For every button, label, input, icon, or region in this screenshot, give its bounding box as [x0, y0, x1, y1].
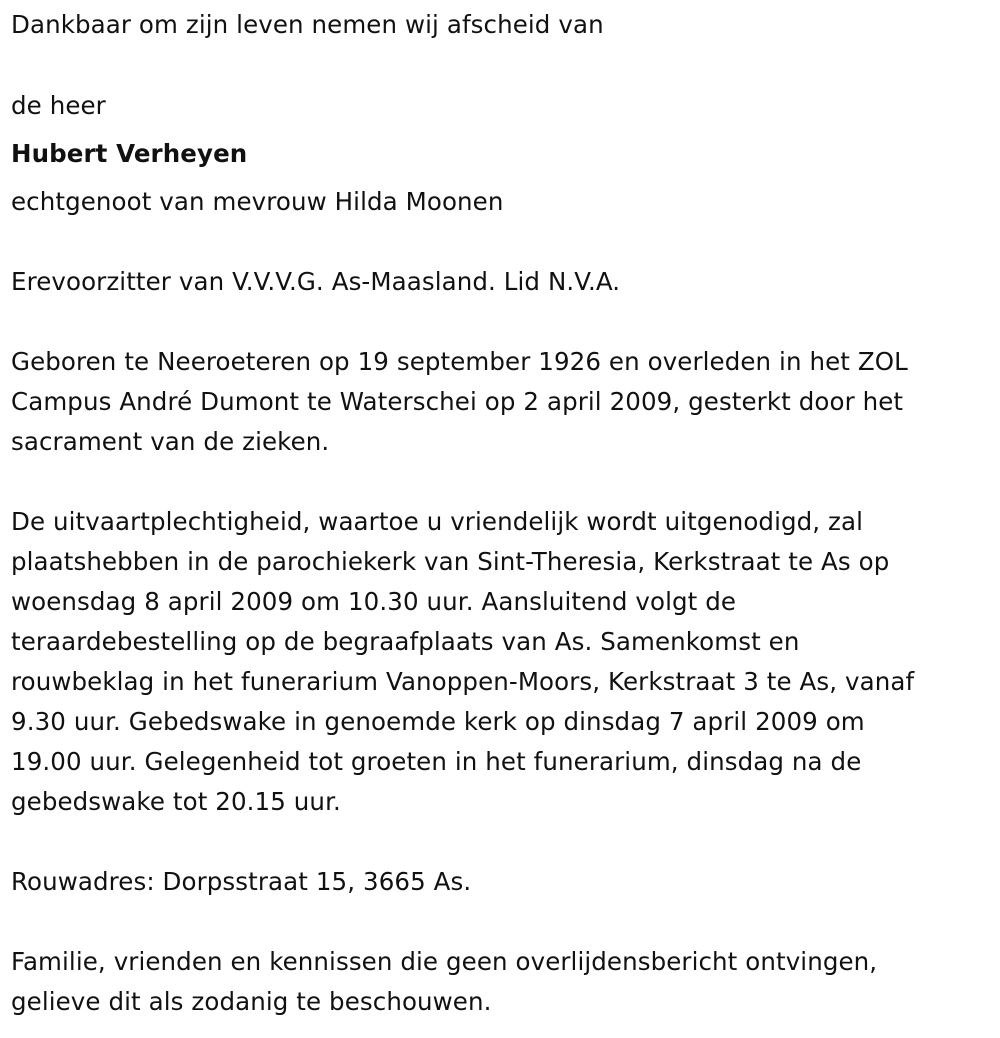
salutation-text: de heer — [11, 91, 106, 120]
funeral-line: plaatshebben in de parochiekerk van Sint-Theresia, Kerkstraat te As op — [11, 547, 890, 576]
funeral-line: 9.30 uur. Gebedswake in genoemde kerk op dinsdag 7 april 2009 om — [11, 707, 865, 736]
intro-text: Dankbaar om zijn leven nemen wij afscheid van — [11, 10, 604, 39]
funeral-line: teraardebestelling op de begraafplaats van As. Samenkomst en — [11, 627, 800, 656]
funeral-line: woensdag 8 april 2009 om 10.30 uur. Aansluitend volgt de — [11, 587, 737, 616]
closing-line: gelieve dit als zodanig te beschouwen. — [11, 987, 492, 1016]
funeral-line: De uitvaartplechtigheid, waartoe u vriendelijk wordt uitgenodigd, zal — [11, 507, 864, 536]
deceased-name: Hubert Verheyen — [11, 139, 248, 168]
birth-death-line: Geboren te Neeroeteren op 19 september 1926 en overleden in het ZOL — [11, 347, 908, 376]
spouse-text: echtgenoot van mevrouw Hilda Moonen — [11, 187, 504, 216]
mourning-address: Rouwadres: Dorpsstraat 15, 3665 As. — [11, 867, 472, 896]
funeral-line: rouwbeklag in het funerarium Vanoppen-Moors, Kerkstraat 3 te As, vanaf — [11, 667, 915, 696]
birth-death-line: sacrament van de zieken. — [11, 427, 330, 456]
funeral-line: gebedswake tot 20.15 uur. — [11, 787, 341, 816]
honors-text: Erevoorzitter van V.V.V.G. As-Maasland. Lid N.V.A. — [11, 267, 621, 296]
closing-line: Familie, vrienden en kennissen die geen overlijdensbericht ontvingen, — [11, 947, 878, 976]
birth-death-line: Campus André Dumont te Waterschei op 2 april 2009, gesterkt door het — [11, 387, 904, 416]
funeral-line: 19.00 uur. Gelegenheid tot groeten in het funerarium, dinsdag na de — [11, 747, 862, 776]
